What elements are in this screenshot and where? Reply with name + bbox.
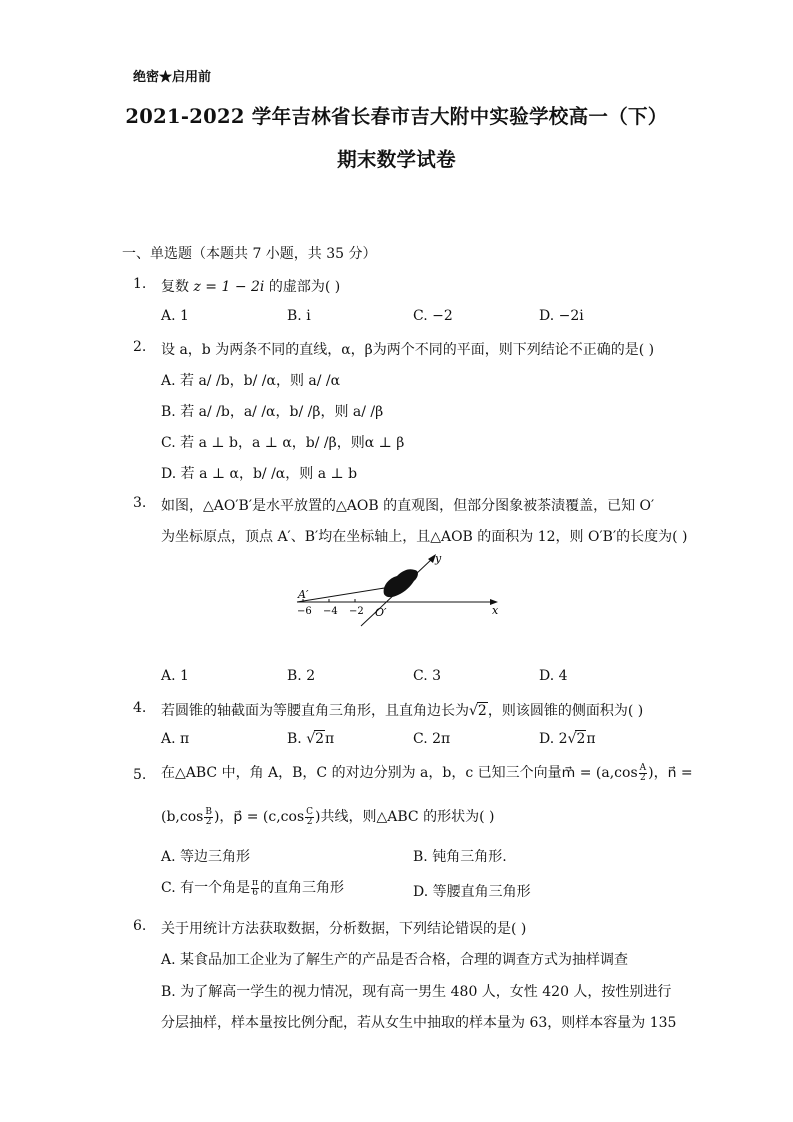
tick-label: −4 [323, 606, 338, 617]
label-a-prime: A′ [298, 588, 309, 601]
stem-text: )，p⃗ = (c,cos [213, 809, 305, 825]
question-number: 6. [133, 918, 147, 934]
segment-a-b [297, 586, 397, 602]
radicand: 2 [315, 731, 325, 747]
confidential-label: 绝密★启用前 [133, 70, 212, 85]
option-a: A. π [161, 731, 190, 747]
option-d [539, 731, 596, 747]
option-d: D. 等腰直角三角形 [413, 884, 531, 900]
option-text: 的直角三角形 [260, 880, 345, 896]
radicand: 2 [477, 703, 487, 719]
option-b: B. 2 [287, 668, 316, 684]
exam-title-line1: 2021-2022 学年吉林省长春市吉大附中实验学校高一（下） [125, 105, 668, 128]
question-number: 5. [133, 767, 147, 783]
question-3-line2: 为坐标原点，顶点 A′、B′均在坐标轴上，且△AOB 的面积为 12，则 O′B′的长度为( ) [161, 529, 688, 545]
coordinate-figure [285, 548, 515, 630]
option-b-line1: B. 为了解高一学生的视力情况，现有高一男生 480 人，女性 420 人，按性别进行 [161, 984, 672, 1000]
label-o-prime: O′ [375, 606, 387, 619]
numerator: C [306, 806, 314, 817]
option-a: A. 若 a/ /b，b/ /α，则 a/ /α [161, 373, 341, 389]
question-6-stem: 关于用统计方法获取数据，分析数据，下列结论错误的是( ) [161, 921, 527, 937]
math-expression: z = 1 − 2i [193, 279, 265, 295]
denominator: 2 [205, 816, 212, 827]
option-a: A. 某食品加工企业为了解生产的产品是否合格，合理的调查方式为抽样调查 [161, 952, 629, 968]
question-number: 3. [133, 495, 147, 511]
option-c: C. 3 [413, 668, 442, 684]
section-heading: 一、单选题（本题共 7 小题，共 35 分） [122, 246, 377, 262]
question-1-stem [161, 276, 340, 296]
stem-text: )共线，则△ABC 的形状为( ) [315, 809, 495, 825]
question-4-stem [161, 700, 643, 720]
tea-stain [384, 569, 418, 597]
question-number: 1. [133, 276, 147, 292]
option-c: C. −2 [413, 308, 453, 324]
fraction [251, 879, 259, 898]
option-b-line2: 分层抽样，样本量按比例分配，若从女生中抽取的样本量为 63，则样本容量为 135 [161, 1015, 677, 1031]
stem-text: 的虚部为( ) [264, 279, 341, 295]
question-2-stem: 设 a，b 为两条不同的直线，α，β为两个不同的平面，则下列结论不正确的是( ) [161, 342, 655, 358]
radicand: 2 [576, 731, 586, 747]
option-text: D. 2√ [539, 731, 577, 747]
exam-title-line2: 期末数学试卷 [337, 148, 456, 171]
question-number: 4. [133, 700, 147, 716]
question-5-line1 [161, 762, 693, 784]
numerator: B [205, 806, 212, 817]
stem-text: (b,cos [161, 809, 204, 825]
denominator: 2 [640, 772, 646, 783]
numerator: π [252, 877, 259, 888]
stem-text: 在△ABC 中，角 A，B，C 的对边分别为 a，b，c 已知三个向量m⃗ = (a,cos [161, 765, 638, 781]
question-5-line2 [161, 806, 494, 828]
option-c: C. 2π [413, 731, 451, 747]
option-b: B. i [287, 308, 311, 324]
option-d: D. −2i [539, 308, 584, 324]
option-b: B. 钝角三角形. [413, 849, 507, 865]
stem-text: ，则该圆锥的侧面积为( ) [487, 703, 644, 719]
option-d: D. 若 a ⊥ α，b/ /α，则 a ⊥ b [161, 466, 358, 482]
option-a: A. 1 [161, 668, 189, 684]
stem-text: )，n⃗ = [648, 765, 693, 781]
numerator: A [639, 762, 647, 773]
question-3-line1: 如图，△AO′B′是水平放置的△AOB 的直观图，但部分图象被茶渍覆盖，已知 O′ [161, 498, 655, 514]
question-number: 2. [133, 339, 147, 355]
option-d: D. 4 [539, 668, 568, 684]
fraction [305, 808, 314, 827]
denominator: 6 [252, 887, 258, 898]
label-x: x [492, 604, 499, 617]
stem-text: 复数 [161, 279, 194, 295]
option-a: A. 等边三角形 [161, 849, 251, 865]
option-c: C. 若 a ⊥ b，a ⊥ α，b/ /β，则α ⊥ β [161, 435, 405, 451]
option-b: B. 若 a/ /b，a/ /α，b/ /β，则 a/ /β [161, 404, 384, 420]
fraction [204, 808, 213, 827]
stem-text: 若圆锥的轴截面为等腰直角三角形，且直角边长为√ [161, 703, 478, 719]
option-a: A. 1 [161, 308, 189, 324]
option-text: B. √ [287, 731, 316, 747]
option-text: π [586, 731, 596, 747]
option-c [161, 877, 344, 899]
tick-label: −2 [349, 606, 364, 617]
option-b [287, 731, 334, 747]
denominator: 2 [306, 816, 313, 827]
option-text: π [325, 731, 335, 747]
option-text: C. 有一个角是 [161, 880, 251, 896]
fraction [639, 764, 648, 783]
tick-label: −6 [297, 606, 312, 617]
label-y: y [435, 552, 442, 565]
